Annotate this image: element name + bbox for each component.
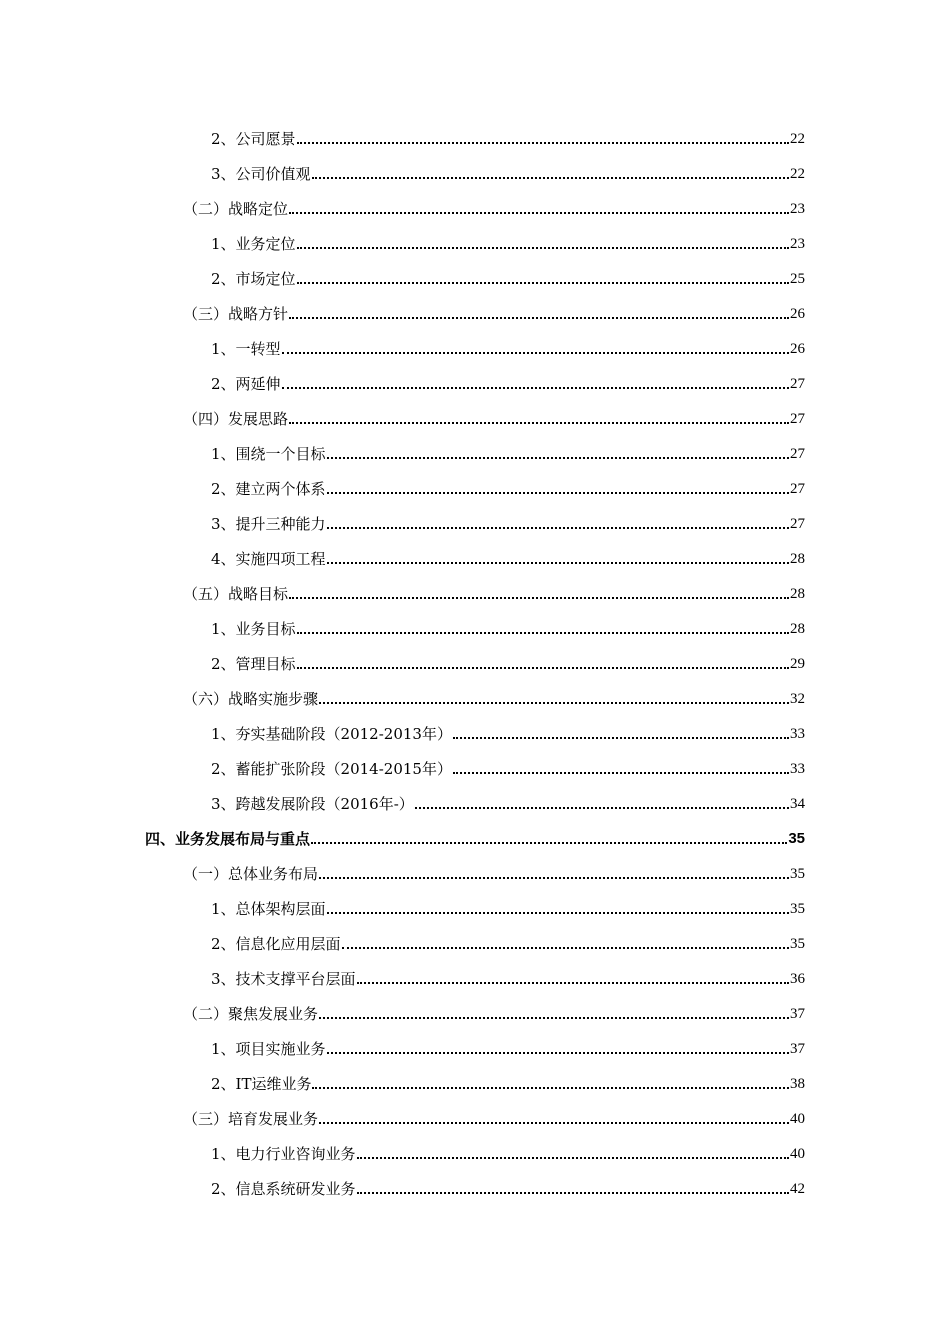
toc-entry[interactable] bbox=[211, 231, 805, 253]
toc-dot-leader bbox=[319, 877, 789, 879]
toc-page-number: 33 bbox=[790, 726, 805, 742]
toc-page-number: 34 bbox=[790, 796, 805, 812]
toc-dot-leader bbox=[297, 667, 789, 669]
toc-entry-title: 1、围绕一个目标 bbox=[211, 445, 326, 463]
toc-dot-leader bbox=[282, 387, 789, 389]
toc-page-number: 33 bbox=[790, 761, 805, 777]
toc-entry[interactable] bbox=[183, 196, 805, 218]
toc-entry-title: （二）战略定位 bbox=[183, 200, 289, 218]
toc-dot-leader bbox=[327, 1052, 789, 1054]
toc-entry-title: 2、市场定位 bbox=[211, 270, 296, 288]
toc-dot-leader bbox=[357, 1192, 789, 1194]
toc-entry[interactable] bbox=[183, 686, 805, 708]
toc-entry-title: （五）战略目标 bbox=[183, 585, 289, 603]
toc-dot-leader bbox=[282, 352, 789, 354]
toc-page-number: 22 bbox=[790, 131, 805, 147]
toc-entry-title: （三）战略方针 bbox=[183, 305, 289, 323]
toc-entry[interactable] bbox=[211, 616, 805, 638]
toc-entry-title: 2、信息化应用层面 bbox=[211, 935, 341, 953]
toc-page-number: 35 bbox=[790, 936, 805, 952]
toc-page-number: 29 bbox=[790, 656, 805, 672]
toc-entry-title: （一）总体业务布局 bbox=[183, 865, 319, 883]
toc-page-number: 37 bbox=[790, 1041, 805, 1057]
toc-entry-title: 4、实施四项工程 bbox=[211, 550, 326, 568]
toc-entry[interactable] bbox=[183, 1106, 805, 1128]
toc-entry[interactable] bbox=[211, 371, 805, 393]
toc-entry[interactable] bbox=[211, 1176, 805, 1198]
toc-entry[interactable] bbox=[183, 1001, 805, 1023]
toc-page-number: 28 bbox=[790, 621, 805, 637]
toc-entry-title: 四、业务发展布局与重点 bbox=[145, 830, 311, 848]
toc-entry-title: 3、技术支撑平台层面 bbox=[211, 970, 356, 988]
toc-entry-title: 3、公司价值观 bbox=[211, 165, 311, 183]
toc-entry[interactable] bbox=[211, 966, 805, 988]
toc-page-number: 27 bbox=[790, 481, 805, 497]
toc-entry-title: （三）培育发展业务 bbox=[183, 1110, 319, 1128]
toc-dot-leader bbox=[289, 422, 789, 424]
toc-dot-leader bbox=[297, 632, 789, 634]
toc-entry-title: 2、管理目标 bbox=[211, 655, 296, 673]
toc-dot-leader bbox=[297, 142, 789, 144]
toc-entry-title: 1、夯实基础阶段（2012-2013年） bbox=[211, 725, 452, 743]
toc-dot-leader bbox=[415, 807, 789, 809]
toc-dot-leader bbox=[357, 1157, 789, 1159]
toc-dot-leader bbox=[327, 457, 789, 459]
toc-page-number: 28 bbox=[790, 586, 805, 602]
toc-entry-title: （二）聚焦发展业务 bbox=[183, 1005, 319, 1023]
toc-entry[interactable] bbox=[211, 756, 805, 778]
toc-dot-leader bbox=[453, 772, 789, 774]
toc-entry[interactable] bbox=[211, 1036, 805, 1058]
toc-entry-title: 1、一转型 bbox=[211, 340, 281, 358]
toc-page-number: 42 bbox=[790, 1181, 805, 1197]
toc-dot-leader bbox=[319, 702, 789, 704]
toc-entry-title: 1、项目实施业务 bbox=[211, 1040, 326, 1058]
toc-page-number: 23 bbox=[790, 201, 805, 217]
toc-entry-title: 2、两延伸 bbox=[211, 375, 281, 393]
toc-entry[interactable] bbox=[211, 476, 805, 498]
toc-page-number: 23 bbox=[790, 236, 805, 252]
toc-page-number: 27 bbox=[790, 516, 805, 532]
toc-entry[interactable] bbox=[211, 126, 805, 148]
toc-page-number: 32 bbox=[790, 691, 805, 707]
toc-page-number: 26 bbox=[790, 306, 805, 322]
toc-dot-leader bbox=[312, 1087, 789, 1089]
toc-dot-leader bbox=[357, 982, 789, 984]
toc-entry-title: 2、公司愿景 bbox=[211, 130, 296, 148]
toc-dot-leader bbox=[319, 1017, 789, 1019]
toc-entry[interactable] bbox=[211, 651, 805, 673]
toc-page-number: 36 bbox=[790, 971, 805, 987]
toc-page-number: 22 bbox=[790, 166, 805, 182]
toc-entry[interactable] bbox=[211, 1071, 805, 1093]
toc-entry-title: （四）发展思路 bbox=[183, 410, 289, 428]
toc-entry[interactable] bbox=[211, 721, 805, 743]
toc-dot-leader bbox=[327, 562, 789, 564]
toc-page-number: 35 bbox=[790, 866, 805, 882]
toc-dot-leader bbox=[319, 1122, 789, 1124]
toc-page-number: 26 bbox=[790, 341, 805, 357]
toc-entry[interactable] bbox=[183, 301, 805, 323]
toc-page-number: 27 bbox=[790, 376, 805, 392]
toc-chapter-entry[interactable] bbox=[145, 826, 805, 848]
toc-entry[interactable] bbox=[211, 791, 805, 813]
toc-dot-leader bbox=[342, 947, 789, 949]
toc-entry[interactable] bbox=[211, 441, 805, 463]
toc-dot-leader bbox=[297, 282, 789, 284]
toc-entry[interactable] bbox=[211, 931, 805, 953]
toc-dot-leader bbox=[327, 527, 789, 529]
toc-entry[interactable] bbox=[211, 161, 805, 183]
toc-entry-title: 2、IT运维业务 bbox=[211, 1075, 312, 1093]
toc-dot-leader bbox=[327, 492, 789, 494]
toc-entry-title: 1、业务目标 bbox=[211, 620, 296, 638]
toc-page-number: 40 bbox=[790, 1111, 805, 1127]
toc-entry-title: 3、跨越发展阶段（2016年-） bbox=[211, 795, 414, 813]
toc-entry[interactable] bbox=[183, 861, 805, 883]
toc-entry-title: 1、业务定位 bbox=[211, 235, 296, 253]
toc-page-number: 37 bbox=[790, 1006, 805, 1022]
toc-dot-leader bbox=[289, 597, 789, 599]
toc-entry[interactable] bbox=[183, 406, 805, 428]
toc-dot-leader bbox=[312, 177, 789, 179]
toc-entry-title: 3、提升三种能力 bbox=[211, 515, 326, 533]
toc-page-number: 27 bbox=[790, 411, 805, 427]
toc-entry[interactable] bbox=[211, 896, 805, 918]
toc-entry-title: 2、建立两个体系 bbox=[211, 480, 326, 498]
toc-entry-title: 2、蓄能扩张阶段（2014-2015年） bbox=[211, 760, 452, 778]
toc-entry[interactable] bbox=[211, 511, 805, 533]
toc-entry-title: 1、总体架构层面 bbox=[211, 900, 326, 918]
toc-page-number: 35 bbox=[790, 901, 805, 917]
toc-page-number: 40 bbox=[790, 1146, 805, 1162]
toc-entry[interactable] bbox=[211, 546, 805, 568]
toc-dot-leader bbox=[311, 842, 787, 844]
toc-page-number: 28 bbox=[790, 551, 805, 567]
toc-entry[interactable] bbox=[211, 1141, 805, 1163]
toc-dot-leader bbox=[289, 212, 789, 214]
toc-dot-leader bbox=[453, 737, 789, 739]
toc-dot-leader bbox=[289, 317, 789, 319]
toc-page-number: 25 bbox=[790, 271, 805, 287]
toc-entry-title: （六）战略实施步骤 bbox=[183, 690, 319, 708]
toc-dot-leader bbox=[297, 247, 789, 249]
toc-page-number: 27 bbox=[790, 446, 805, 462]
toc-entry-title: 2、信息系统研发业务 bbox=[211, 1180, 356, 1198]
toc-entry[interactable] bbox=[211, 336, 805, 358]
toc-page-number: 35 bbox=[788, 830, 805, 847]
toc-entry-title: 1、电力行业咨询业务 bbox=[211, 1145, 356, 1163]
toc-dot-leader bbox=[327, 912, 789, 914]
toc-entry[interactable] bbox=[211, 266, 805, 288]
toc-page-number: 38 bbox=[790, 1076, 805, 1092]
toc-entry[interactable] bbox=[183, 581, 805, 603]
